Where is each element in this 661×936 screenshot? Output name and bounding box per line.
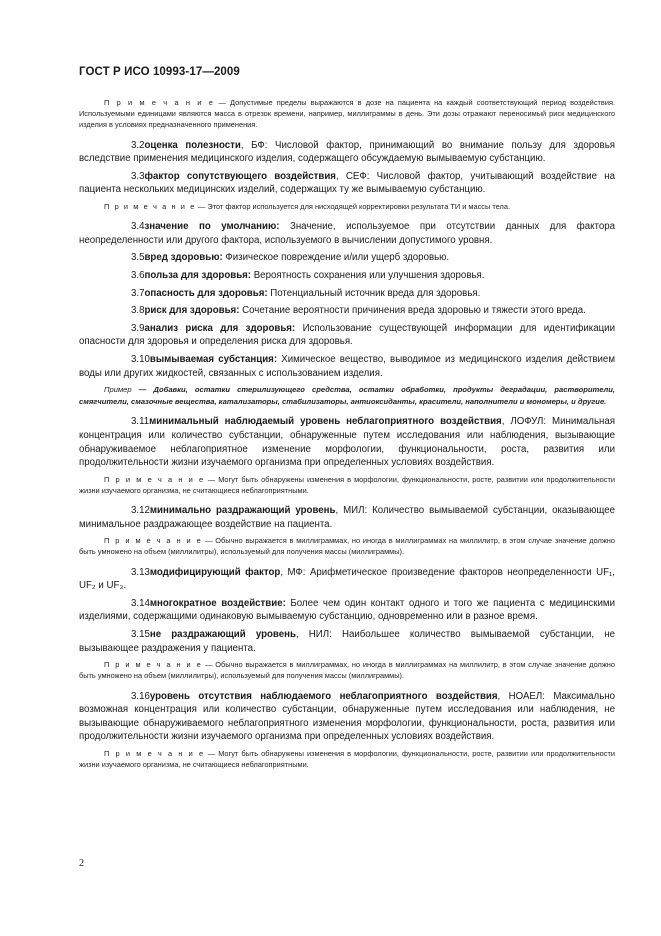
term-number: 3.4 <box>131 221 145 233</box>
note-text: — Этот фактор используется для нисходящей корректировки результата ТИ и массы тела. <box>195 201 511 211</box>
term-3-9 <box>79 322 615 349</box>
term-number: 3.2 <box>131 139 145 151</box>
note-paragraph <box>79 535 615 557</box>
note-paragraph <box>79 97 615 131</box>
note-text: — Могут быть обнаружены изменения в морфологии, функциональности, росте, развитии или продолжительности жизни изучаемого организма, не считающиеся неблагоприятными. <box>79 474 615 495</box>
term-definition: , БФ: Числовой фактор, принимающий во внимание пользу для здоровья вследствие применения медицинского изделия, содержащего обсуждаемую вымываемую субстанцию. <box>79 139 615 165</box>
note-paragraph <box>79 201 615 212</box>
term-definition: Вероятность сохранения или улучшения здоровья. <box>251 269 485 281</box>
term-number: 3.9 <box>131 322 145 334</box>
document-body <box>79 97 615 778</box>
note-text: — Обычно выражается в миллиграммах, но иногда в миллиграммах на миллилитр, в этом случае значение должно быть умножено на объем (миллилитры), используемый для получения массы (миллиграммы). <box>79 536 615 557</box>
term-name: минимальный наблюдаемый уровень неблагоприятного воздействия <box>149 416 502 428</box>
term-definition: Сочетание вероятности причинения вреда здоровью и тяжести этого вреда. <box>239 305 586 317</box>
page-header: ГОСТ Р ИСО 10993-17—2009 <box>79 66 240 78</box>
term-definition: , МИЛ: Количество вымываемой субстанции, оказывающее минимальное раздражающее воздействие на пациента. <box>79 505 615 530</box>
term-3-10 <box>79 353 615 380</box>
term-name: фактор сопутствующего воздействия <box>144 170 336 182</box>
term-number: 3.7 <box>131 287 145 299</box>
term-3-14 <box>79 597 615 624</box>
term-3-15 <box>79 628 615 655</box>
term-definition: Использование существующей информации для идентификации опасности для здоровья и определения риска для здоровья. <box>79 322 615 348</box>
term-definition: , ЛОФУЛ: Минимальная концентрация или количество субстанции, обнаруженные путем исследования или наблюдения, вызывающие обнаруживаемое неблагоприятное изменение морфологии, функциональности, роста, развития или продолжительности жизни изучаемого организма при определенных условиях воздействия. <box>79 416 615 469</box>
term-number: 3.6 <box>131 269 145 281</box>
term-3-5 <box>79 251 615 265</box>
page-number: 2 <box>79 858 84 869</box>
term-3-2 <box>79 139 615 166</box>
term-name: опасность для здоровья: <box>144 287 268 299</box>
example-paragraph <box>79 384 615 407</box>
term-number: 3.13 <box>131 566 150 578</box>
term-definition: Потенциальный источник вреда для здоровья. <box>267 287 481 299</box>
note-paragraph <box>79 659 615 681</box>
term-definition: Физическое повреждение и/или ущерб здоровью. <box>222 252 450 264</box>
term-3-6 <box>79 269 615 283</box>
note-label: П р и м е ч а н и е <box>104 749 205 759</box>
term-3-7 <box>79 287 615 301</box>
note-text: — Допустимые пределы выражаются в дозе на пациента на каждый соответствующий период воздействия. Используемыми единицами являются масса в отрезок времени, например, миллиграммы в день. Эти дозы отражают переносимый риск медицинского изделия в условиях предназначенного применения. <box>79 98 616 130</box>
note-paragraph <box>79 474 615 496</box>
term-3-12 <box>79 504 615 531</box>
note-label: П р и м е ч а н и е <box>104 98 215 107</box>
term-name: минимально раздражающий уровень <box>149 505 336 517</box>
term-3-3 <box>79 170 615 197</box>
term-number: 3.14 <box>131 597 150 609</box>
note-paragraph <box>79 748 615 770</box>
term-number: 3.12 <box>131 505 150 517</box>
note-label: П р и м е ч а н и е <box>104 660 203 670</box>
term-name: польза для здоровья: <box>144 269 252 281</box>
term-name: уровень отсутствия наблюдаемого неблагоприятного воздействия <box>149 690 498 702</box>
term-number: 3.3 <box>131 170 145 182</box>
term-3-13 <box>79 566 615 593</box>
term-3-4 <box>79 220 615 247</box>
example-label: Пример <box>104 385 132 395</box>
term-definition: Значение, используемое при отсутствии данных для фактора неопределенности или другого фактора, используемого в вычислении допустимого уровня. <box>79 221 615 246</box>
term-number: 3.11 <box>131 416 150 428</box>
term-name: риск для здоровья: <box>144 305 240 317</box>
term-definition: Более чем один контакт одного и того же пациента с медицинскими изделиями, содержащими одинаковую вымываемую субстанцию, одновременно или в разное время. <box>79 597 615 623</box>
term-name: оценка полезности <box>144 139 241 151</box>
note-text: — Обычно выражается в миллиграммах, но иногда в миллиграммах на миллилитр, в этом случае значение должно быть умножено на объем (миллилитры), используемый для получения массы (миллиграммы). <box>79 660 615 681</box>
term-number: 3.10 <box>131 353 150 365</box>
note-label: П р и м е ч а н и е <box>104 201 196 211</box>
term-name: значение по умолчанию: <box>144 221 280 233</box>
term-number: 3.15 <box>131 629 150 641</box>
term-number: 3.16 <box>131 690 150 702</box>
note-label: П р и м е ч а н и е <box>104 474 205 484</box>
term-definition: , СЕФ: Числовой фактор, учитывающий воздействие на пациента нескольких медицинских изделий, содержащих ту же вымываемую субстанцию. <box>79 170 616 196</box>
term-definition: , НОАЕЛ: Максимально возможная концентрация или количество субстанции, обнаруженные путем исследования или наблюдения, не вызывающие обнаруживаемого неблагоприятного изменения морфологии, функциональности, роста, развития или продолжительности жизни изучаемого организма при определенных условиях воздействия. <box>79 690 615 743</box>
term-3-11 <box>79 415 615 469</box>
term-definition: , МФ: Арифметическое произведение факторов неопределенности UF₁, UF₂ и UF₃. <box>79 566 616 592</box>
example-text: — Добавки, остатки стерилизующего средства, остатки обработки, продукты деградации, растворители, смягчители, смазочные вещества, катализаторы, стабилизаторы, антиоксиданты, красители, наполнители и мономеры, и другие. <box>79 385 615 406</box>
term-definition: , НИЛ: Наибольшее количество вымываемой субстанции, не вызывающее раздражения у пациента. <box>79 629 615 654</box>
term-number: 3.5 <box>131 252 145 264</box>
term-name: модифицирующий фактор <box>149 566 281 578</box>
term-name: многократное воздействие: <box>149 597 286 609</box>
term-number: 3.8 <box>131 305 145 317</box>
term-name: не раздражающий уровень <box>149 629 296 641</box>
note-label: П р и м е ч а н и е <box>104 536 203 546</box>
term-3-8 <box>79 304 615 318</box>
term-definition: Химическое вещество, выводимое из медицинского изделия действием воды или других жидкостей, связанных с использованием изделия. <box>79 353 615 379</box>
term-3-16 <box>79 690 615 744</box>
term-name: вред здоровью: <box>144 252 223 264</box>
term-name: анализ риска для здоровья: <box>144 322 296 334</box>
term-name: вымываемая субстанция: <box>149 353 278 365</box>
note-text: — Могут быть обнаружены изменения в морфологии, функциональности, росте, развитии или продолжительности жизни изучаемого организма, не считающиеся неблагоприятными. <box>79 749 615 770</box>
